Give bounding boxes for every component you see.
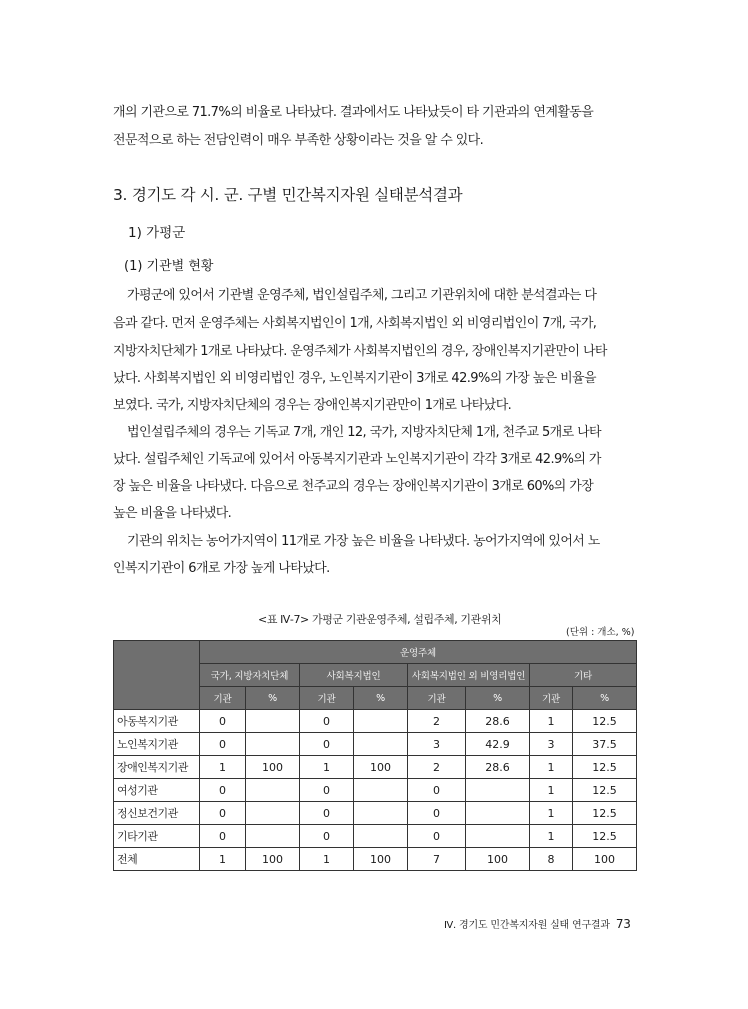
table-cell: 0: [408, 802, 466, 825]
body-line-8: 장 높은 비율을 나타냈다. 다음으로 천주교의 경우는 장애인복지기관이 3개로 60%의 가장: [113, 479, 594, 494]
page-footer: [444, 916, 631, 931]
intro-line-1: 개의 기관으로 71.7%의 비율로 나타났다. 결과에서도 나타났듯이 타 기관과의 연계활동을: [113, 105, 594, 120]
institution-table: [113, 640, 637, 871]
table-cell: 0: [300, 710, 354, 733]
body-line-10: 기관의 위치는 농어가지역이 11개로 가장 높은 비율을 나타냈다. 농어가지역에 있어서 노: [127, 534, 600, 549]
table-cell: 37.5: [573, 733, 637, 756]
table-cell: 12.5: [573, 756, 637, 779]
table-corner-cell: [114, 641, 200, 710]
table-cell: 0: [300, 825, 354, 848]
table-cell: 28.6: [466, 710, 530, 733]
page-number: 73: [615, 917, 631, 931]
table-cell: 1: [300, 756, 354, 779]
table-cell: 2: [408, 710, 466, 733]
row-label: 노인복지기관: [114, 733, 200, 756]
body-line-2: 음과 같다. 먼저 운영주체는 사회복지법인이 1개, 사회복지법인 외 비영리법인이 7개, 국가,: [113, 316, 597, 331]
table-unit: (단위 : 개소, %): [566, 627, 635, 638]
subsubsection-title: (1) 기관별 현황: [124, 259, 214, 274]
body-line-7: 났다. 설립주체인 기독교에 있어서 아동복지기관과 노인복지기관이 각각 3개로 42.9%의 가: [113, 452, 601, 467]
sub-header: %: [246, 687, 300, 710]
table-cell: 1: [200, 756, 246, 779]
row-label: 장애인복지기관: [114, 756, 200, 779]
table-row: [114, 848, 637, 871]
table-cell: 1: [530, 756, 573, 779]
table-cell: 1: [530, 825, 573, 848]
table-cell: 100: [573, 848, 637, 871]
table-cell: 1: [530, 779, 573, 802]
body-line-4: 났다. 사회복지법인 외 비영리법인 경우, 노인복지기관이 3개로 42.9%의 가장 높은 비율을: [113, 371, 596, 386]
sub-header: 기관: [408, 687, 466, 710]
table-cell: 3: [530, 733, 573, 756]
table-cell: [354, 733, 408, 756]
table-cell: 100: [354, 848, 408, 871]
table-cell: 1: [300, 848, 354, 871]
table-cell: 7: [408, 848, 466, 871]
body-line-11: 인복지기관이 6개로 가장 높게 나타났다.: [113, 561, 330, 576]
body-line-5: 보였다. 국가, 지방자치단체의 경우는 장애인복지기관만이 1개로 나타났다.: [113, 398, 512, 413]
table-body: [114, 710, 637, 871]
running-title: Ⅳ. 경기도 민간복지자원 실태 연구결과: [444, 920, 610, 931]
table-cell: 0: [408, 825, 466, 848]
row-label: 기타기관: [114, 825, 200, 848]
table-cell: [246, 779, 300, 802]
sub-header: 기관: [300, 687, 354, 710]
table-top-header: 운영주체: [200, 641, 637, 664]
intro-line-2: 전문적으로 하는 전담인력이 매우 부족한 상황이라는 것을 알 수 있다.: [113, 133, 484, 148]
group-header-other: 기타: [530, 664, 637, 687]
body-line-9: 높은 비율을 나타냈다.: [113, 506, 232, 521]
group-header-nonprofit-corp: 사회복지법인 외 비영리법인: [408, 664, 530, 687]
row-label: 전체: [114, 848, 200, 871]
group-header-welfare-corp: 사회복지법인: [300, 664, 408, 687]
table-cell: 0: [300, 733, 354, 756]
table-cell: 12.5: [573, 802, 637, 825]
table-cell: [466, 779, 530, 802]
table-cell: 0: [300, 802, 354, 825]
table-row: [114, 710, 637, 733]
table-cell: 12.5: [573, 779, 637, 802]
row-label: 아동복지기관: [114, 710, 200, 733]
table-cell: 1: [530, 710, 573, 733]
sub-header: 기관: [200, 687, 246, 710]
table-cell: 100: [246, 756, 300, 779]
sub-header: %: [573, 687, 637, 710]
table-cell: 100: [246, 848, 300, 871]
table-cell: 0: [408, 779, 466, 802]
table-cell: [354, 825, 408, 848]
body-line-1: 가평군에 있어서 기관별 운영주체, 법인설립주체, 그리고 기관위치에 대한 분석결과는 다: [127, 288, 597, 303]
sub-header: %: [466, 687, 530, 710]
table-cell: 1: [530, 802, 573, 825]
body-line-6: 법인설립주체의 경우는 기독교 7개, 개인 12, 국가, 지방자치단체 1개, 천주교 5개로 나타: [127, 425, 601, 440]
table-cell: [466, 802, 530, 825]
table-row: [114, 733, 637, 756]
table-cell: [246, 802, 300, 825]
table-cell: 0: [200, 710, 246, 733]
subsection-title: 1) 가평군: [128, 225, 186, 241]
table-cell: [354, 802, 408, 825]
table-cell: 1: [200, 848, 246, 871]
section-title: 3. 경기도 각 시. 군. 구별 민간복지자원 실태분석결과: [113, 186, 463, 204]
table-cell: [466, 825, 530, 848]
table-cell: 0: [200, 802, 246, 825]
table-cell: 0: [200, 733, 246, 756]
table-cell: 100: [466, 848, 530, 871]
table-row: [114, 825, 637, 848]
table-cell: 8: [530, 848, 573, 871]
table-row: [114, 802, 637, 825]
table-cell: 3: [408, 733, 466, 756]
table-cell: [354, 710, 408, 733]
table-cell: [246, 733, 300, 756]
table-cell: 42.9: [466, 733, 530, 756]
row-label: 여성기관: [114, 779, 200, 802]
row-label: 정신보건기관: [114, 802, 200, 825]
table-cell: 12.5: [573, 825, 637, 848]
table-cell: 100: [354, 756, 408, 779]
table-row: [114, 779, 637, 802]
body-line-3: 지방자치단체가 1개로 나타났다. 운영주체가 사회복지법인의 경우, 장애인복지기관만이 나타: [113, 344, 607, 359]
table-cell: [246, 710, 300, 733]
group-header-government: 국가, 지방자치단체: [200, 664, 300, 687]
table-cell: [246, 825, 300, 848]
sub-header: %: [354, 687, 408, 710]
table-cell: 12.5: [573, 710, 637, 733]
table-caption: <표 Ⅳ-7> 가평군 기관운영주체, 설립주체, 기관위치: [258, 613, 502, 626]
table-cell: [354, 779, 408, 802]
table-cell: 0: [200, 825, 246, 848]
table-cell: 0: [200, 779, 246, 802]
sub-header: 기관: [530, 687, 573, 710]
table-cell: 28.6: [466, 756, 530, 779]
table-cell: 0: [300, 779, 354, 802]
table-cell: 2: [408, 756, 466, 779]
table-row: [114, 756, 637, 779]
